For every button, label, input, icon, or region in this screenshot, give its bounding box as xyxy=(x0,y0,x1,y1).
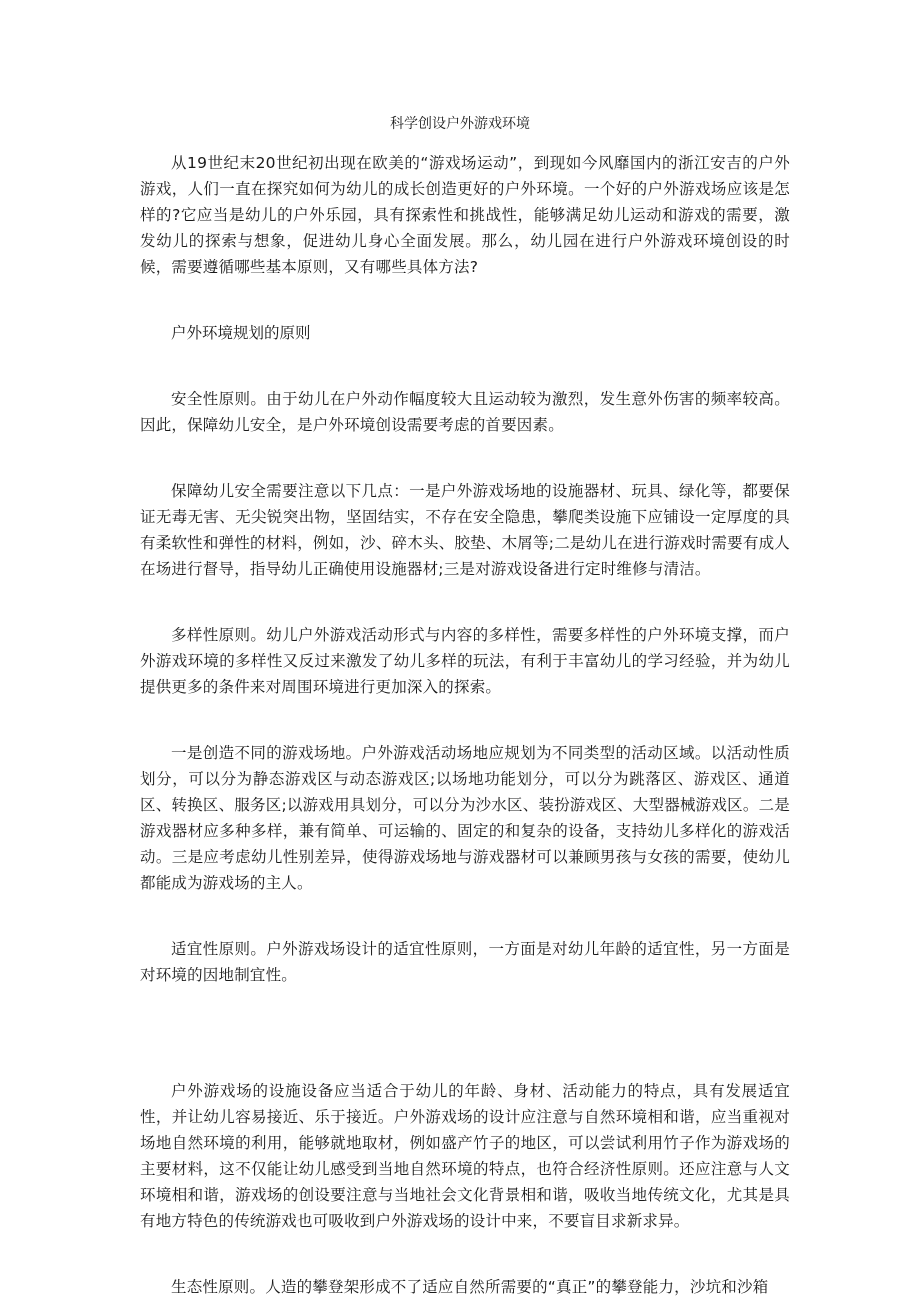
paragraph-diversity-details: 一是创造不同的游戏场地。户外游戏活动场地应规划为不同类型的活动区域。以活动性质划分，可以分为静态游戏区与动态游戏区;以场地功能划分，可以分为跳落区、游戏区、通道区、转换区、服务区;以游戏用具划分，可以分为沙水区、装扮游戏区、大型器械游戏区。二是游戏器材应多种多样，兼有简单、可运输的、固定的和复杂的设备，支持幼儿多样化的游戏活动。三是应考虑幼儿性别差异，使得游戏场地与游戏器材可以兼顾男孩与女孩的需要，使幼儿都能成为游戏场的主人。 xyxy=(140,744,790,892)
section-heading: 户外环境规划的原则 xyxy=(171,324,311,342)
paragraph-diversity-principle: 多样性原则。幼儿户外游戏活动形式与内容的多样性，需要多样性的户外环境支撑，而户外游戏环境的多样性又反过来激发了幼儿多样的玩法，有利于丰富幼儿的学习经验，并为幼儿提供更多的条件来对周围环境进行更加深入的探索。 xyxy=(140,626,790,696)
paragraph-safety-principle: 安全性原则。由于幼儿在户外动作幅度较大且运动较为激烈，发生意外伤害的频率较高。因此，保障幼儿安全，是户外环境创设需要考虑的首要因素。 xyxy=(140,390,790,434)
document-body xyxy=(140,150,790,1300)
paragraph-suitability-principle: 适宜性原则。户外游戏场设计的适宜性原则，一方面是对幼儿年龄的适宜性，另一方面是对环境的因地制宜性。 xyxy=(140,940,790,984)
paragraph-ecology-principle: 生态性原则。人造的攀登架形成不了适应自然所需要的“真正”的攀登能力，沙坑和沙箱 xyxy=(171,1278,769,1296)
paragraph-suitability-details: 户外游戏场的设施设备应当适合于幼儿的年龄、身材、活动能力的特点，具有发展适宜性，并让幼儿容易接近、乐于接近。户外游戏场的设计应注意与自然环境相和谐，应当重视对场地自然环境的利用，能够就地取材，例如盛产竹子的地区，可以尝试利用竹子作为游戏场的主要材料，这不仅能让幼儿感受到当地自然环境的特点，也符合经济性原则。还应注意与人文环境相和谐，游戏场的创设要注意与当地社会文化背景相和谐，吸收当地传统文化，尤其是具有地方特色的传统游戏也可吸收到户外游戏场的设计中来，不要盲目求新求异。 xyxy=(140,1082,790,1230)
paragraph-safety-details: 保障幼儿安全需要注意以下几点：一是户外游戏场地的设施器材、玩具、绿化等，都要保证无毒无害、无尖锐突出物，坚固结实，不存在安全隐患，攀爬类设施下应铺设一定厚度的具有柔软性和弹性的材料，例如，沙、碎木头、胶垫、木屑等;二是幼儿在进行游戏时需要有成人在场进行督导，指导幼儿正确使用设施器材;三是对游戏设备进行定时维修与清洁。 xyxy=(140,482,790,578)
paragraph-intro: 从19世纪末20世纪初出现在欧美的“游戏场运动”，到现如今风靡国内的浙江安吉的户外游戏，人们一直在探究如何为幼儿的成长创造更好的户外环境。一个好的户外游戏场应该是怎样的?它应当是幼儿的户外乐园，具有探索性和挑战性，能够满足幼儿运动和游戏的需要，激发幼儿的探索与想象，促进幼儿身心全面发展。那么，幼儿园在进行户外游戏环境创设的时候，需要遵循哪些基本原则，又有哪些具体方法? xyxy=(140,154,790,276)
document-title: 科学创设户外游戏环境 xyxy=(390,116,530,132)
